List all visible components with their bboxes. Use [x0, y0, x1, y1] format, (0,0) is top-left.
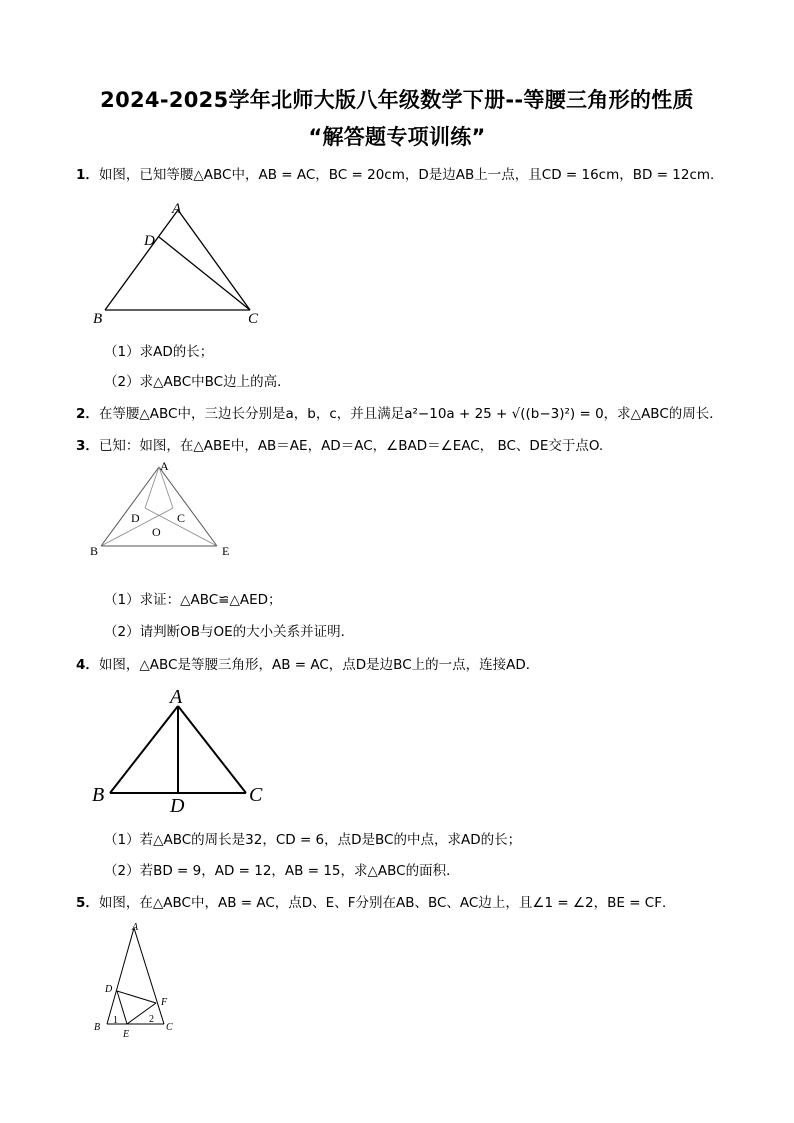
question-number: 5． — [76, 895, 99, 911]
question-text: 如图，在△ABC中，AB = AC，点D、E、F分别在AB、BC、AC边上，且∠1 = ∠2，BE = CF． — [98, 895, 676, 911]
figure-label-B: B — [94, 1022, 101, 1033]
question-2 — [76, 405, 723, 423]
figure-q3-triangle — [88, 458, 238, 562]
figure-label-E: E — [222, 544, 230, 558]
question-1 — [76, 166, 724, 184]
question-text: 在等腰△ABC中，三边长分别是a，b，c，并且满足a²−10a + 25 + √((b−3)²) = 0，求△ABC的周长． — [98, 406, 723, 422]
question-3-part-2: （2）请判断OB与OE的大小关系并证明． — [104, 624, 355, 640]
figure-label-angle-2: 2 — [149, 1014, 154, 1025]
figure-q5-triangle — [90, 918, 180, 1042]
figure-label-angle-1: 1 — [113, 1015, 118, 1026]
question-5 — [76, 894, 676, 912]
figure-label-C: C — [248, 311, 259, 327]
question-number: 1． — [76, 167, 99, 183]
question-3 — [76, 437, 603, 455]
question-text: 如图，已知等腰△ABC中，AB = AC，BC = 20cm，D是边AB上一点，且CD = 16cm，BD = 12cm． — [98, 167, 724, 183]
figure-q1-triangle — [86, 196, 276, 328]
question-4 — [76, 656, 539, 674]
figure-label-A: A — [170, 686, 183, 708]
question-number: 2． — [76, 406, 99, 422]
figure-label-B: B — [90, 544, 99, 558]
question-4-part-1: （1）若△ABC的周长是32，CD = 6，点D是BC的中点，求AD的长； — [104, 832, 522, 848]
figure-label-C: C — [177, 511, 186, 525]
figure-label-D: D — [131, 511, 140, 525]
question-text: 已知：如图，在△ABE中，AB＝AE，AD＝AC，∠BAD＝∠EAC， BC、DE交于点O. — [98, 438, 604, 454]
figure-label-A: A — [160, 459, 169, 473]
question-text: 如图，△ABC是等腰三角形，AB = AC，点D是边BC上的一点，连接AD． — [98, 657, 540, 673]
question-4-part-2: （2）若BD = 9，AD = 12，AB = 15，求△ABC的面积． — [104, 863, 460, 879]
question-number: 4． — [76, 657, 99, 673]
figure-label-O: O — [152, 525, 161, 539]
question-1-part-2: （2）求△ABC中BC边上的高． — [104, 374, 291, 390]
figure-label-C: C — [166, 1022, 173, 1033]
document-title-line1: 2024-2025学年北师大版八年级数学下册--等腰三角形的性质 — [100, 88, 694, 112]
figure-label-F: F — [161, 997, 168, 1008]
figure-label-E: E — [123, 1029, 130, 1040]
question-1-part-1: （1）求AD的长； — [104, 344, 214, 360]
document-title-line2: “解答题专项训练” — [308, 125, 486, 149]
figure-label-D: D — [170, 795, 185, 817]
figure-q4-triangle — [86, 684, 276, 818]
figure-label-C: C — [249, 784, 263, 806]
figure-label-D: D — [144, 233, 155, 249]
figure-label-B: B — [93, 311, 103, 327]
figure-label-A: A — [132, 922, 139, 933]
figure-label-D: D — [105, 984, 113, 995]
figure-label-A: A — [172, 201, 182, 217]
question-3-part-1: （1）求证：△ABC≌△AED； — [104, 592, 282, 608]
question-number: 3． — [76, 438, 99, 454]
figure-label-B: B — [92, 784, 105, 806]
